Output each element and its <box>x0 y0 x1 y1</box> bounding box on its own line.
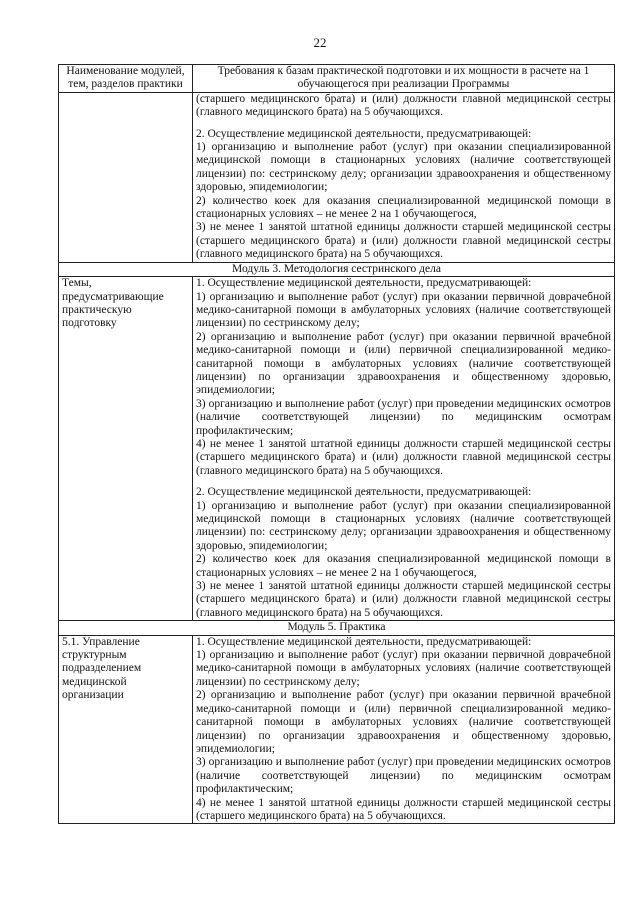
requirements-cell <box>193 635 615 824</box>
requirement-line: 1) организацию и выполнение работ (услуг) при оказании специализированной медицинской помощи в стационарных условиях (наличие соответствующей лицензии) по: сестринскому делу; организации здравоохранения и общественному здоровью, эпидемиологии; <box>196 141 611 194</box>
requirements-cell <box>193 92 615 262</box>
requirement-line: 2) организацию и выполнение работ (услуг) при оказании первичной врачебной медико-санитарной помощи и (или) первичной специализированной медико-санитарной помощи в амбулаторных условиях (наличие соответствующей лицензии) по организации здравоохранения и общественному здоровью, эпидемиологии; <box>196 689 611 755</box>
row-label: 5.1. Управление структурным подразделением медицинской организации <box>59 635 193 824</box>
row-label: Темы, предусматривающие практическую подготовку <box>59 277 193 621</box>
requirement-line: 1) организацию и выполнение работ (услуг) при оказании специализированной медицинской помощи в стационарных условиях (наличие соответствующей лицензии) по: сестринскому делу; организации здравоохранения и общественному здоровью, эпидемиологии; <box>196 499 611 552</box>
requirement-line: (старшего медицинского брата) и (или) должности главной медицинской сестры (главного медицинского брата) на 5 обучающихся. <box>196 92 611 119</box>
requirement-line: 4) не менее 1 занятой штатной единицы должности старшей медицинской сестры (старшего медицинского брата) и (или) должности главной медицинской сестры (главного медицинского брата) на 5 обучающихся. <box>196 437 611 477</box>
page-number: 22 <box>313 35 327 50</box>
header-col-requirements: Требования к базам практической подготовки и их мощности в расчете на 1 обучающегося при реализации Программы <box>193 65 615 93</box>
requirement-line: 2. Осуществление медицинской деятельности, предусматривающей: <box>196 127 532 140</box>
requirement-block <box>196 486 611 620</box>
requirement-block <box>196 93 611 120</box>
table-row-continuation <box>59 92 615 262</box>
requirement-line: 2) количество коек для оказания специализированной медицинской помощи в стационарных условиях – не менее 2 на 1 обучающегося, <box>196 553 611 579</box>
table-row-practice <box>59 635 615 824</box>
module-5-heading: Модуль 5. Практика <box>59 621 615 635</box>
requirement-block <box>196 128 611 262</box>
module-3-heading: Модуль 3. Методология сестринского дела <box>59 262 615 276</box>
requirement-line: 3) организацию и выполнение работ (услуг) при проведении медицинских осмотров (наличие соответствующей лицензии) по медицинским осмотрам профилактическим; <box>196 397 611 437</box>
requirement-line: 2. Осуществление медицинской деятельности, предусматривающей: <box>196 486 532 499</box>
requirement-line: 1. Осуществление медицинской деятельности, предусматривающей: <box>196 635 532 648</box>
requirements-cell <box>193 277 615 621</box>
requirement-line: 4) не менее 1 занятой штатной единицы должности старшей медицинской сестры (старшего медицинского брата) на 5 обучающихся. <box>196 796 611 822</box>
header-col-modules: Наименование модулей, тем, разделов практики <box>59 65 193 93</box>
requirements-table <box>58 64 615 824</box>
requirement-block <box>196 636 611 824</box>
module-heading-row <box>59 621 615 635</box>
requirement-line: 3) организацию и выполнение работ (услуг) при проведении медицинских осмотров (наличие соответствующей лицензии) по медицинским осмотрам профилактическим; <box>196 756 611 796</box>
requirement-line: 2) количество коек для оказания специализированной медицинской помощи в стационарных условиях – не менее 2 на 1 обучающегося, <box>196 194 611 221</box>
requirement-block <box>196 277 611 478</box>
requirement-line: 2) организацию и выполнение работ (услуг) при оказании первичной врачебной медико-санитарной помощи и (или) первичной специализированной медико-санитарной помощи в амбулаторных условиях (наличие соответствующей лицензии) по организации здравоохранения и общественному здоровью, эпидемиологии; <box>196 330 611 397</box>
table-header-row <box>59 65 615 93</box>
requirement-line: 3) не менее 1 занятой штатной единицы должности старшей медицинской сестры (старшего медицинского брата) и (или) должности главной медицинской сестры (главного медицинского брата) на 5 обучающихся. <box>196 580 611 619</box>
requirement-line: 1) организацию и выполнение работ (услуг) при оказании первичной доврачебной медико-санитарной помощи в амбулаторных условиях (наличие соответствующей лицензии) по сестринскому делу; <box>196 649 611 688</box>
requirement-line: 3) не менее 1 занятой штатной единицы должности старшей медицинской сестры (старшего медицинского брата) и (или) должности главной медицинской сестры (главного медицинского брата) на 5 обучающихся. <box>196 221 611 261</box>
requirement-line: 1) организацию и выполнение работ (услуг) при оказании первичной доврачебной медико-санитарной помощи в амбулаторных условиях (наличие соответствующей лицензии) по сестринскому делу; <box>196 290 611 330</box>
requirement-line: 1. Осуществление медицинской деятельности, предусматривающей: <box>196 277 532 290</box>
row-label <box>59 92 193 262</box>
table-row-topics <box>59 277 615 621</box>
module-heading-row <box>59 262 615 276</box>
